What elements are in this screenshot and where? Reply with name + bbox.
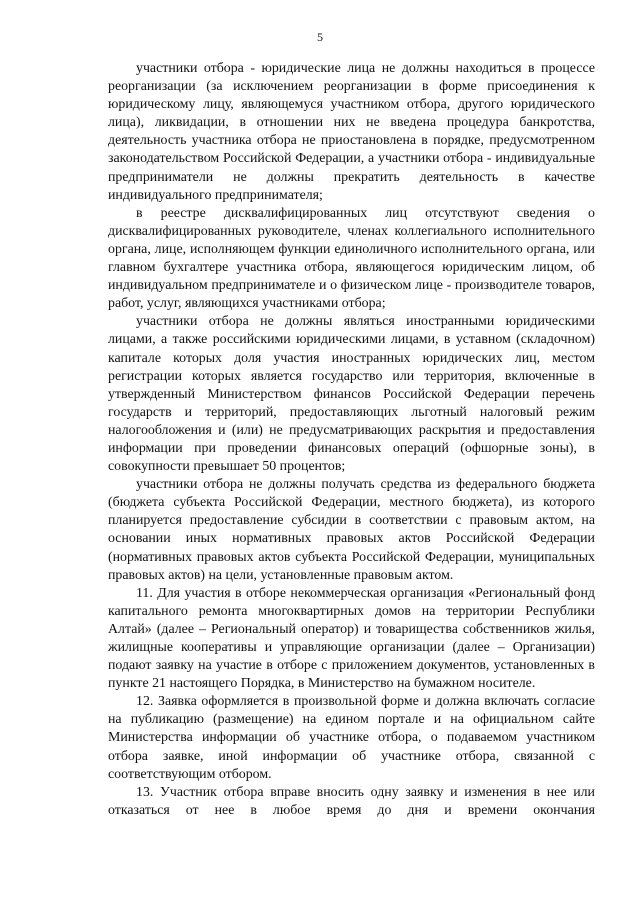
paragraph-disqualified-persons-registry: в реестре дисквалифицированных лиц отсутствуют сведения о дисквалифицированных руководителе, членах коллегиального исполнительного органа, лице, исполняющем функции единоличного исполнительного органа, или главном бухгалтере участника отбора, являющегося юридическим лицом, об индивидуальном предпринимателе и о физическом лице - производителе товаров, работ, услуг, являющихся участниками отбора; bbox=[108, 205, 595, 312]
paragraph-foreign-entities: участники отбора не должны являться иностранными юридическими лицами, а также российскими юридическими лицами, в уставном (складочном) капитале которых доля участия иностранных юридических лиц, местом регистрации которых является государство или территория, включенные в утвержденный Министерством финансов Российской Федерации перечень государств и территорий, предоставляющих льготный налоговый режим налогообложения и (или) не предусматривающих раскрытия и предоставления информации при проведении финансовых операций (офшорные зоны), в совокупности превышает 50 процентов; bbox=[108, 314, 595, 475]
document-body bbox=[108, 60, 595, 820]
paragraph-item-11: 11. Для участия в отборе некоммерческая организация «Региональный фонд капитального ремонта многоквартирных домов на территории Республики Алтай» (далее – Региональный оператор) и товарищества собственников жилья, жилищные кооперативы и управляющие организации (далее – Организации) подают заявку на участие в отборе с приложением документов, установленных в пункте 21 настоящего Порядка, в Министерство на бумажном носителе. bbox=[108, 585, 595, 692]
paragraph-item-13: 13. Участник отбора вправе вносить одну заявку и изменения в нее или отказаться от нее в любое время до дня и времени окончания bbox=[108, 784, 595, 818]
page-number: 5 bbox=[317, 30, 323, 44]
paragraph-budget-funds: участники отбора не должны получать средства из федерального бюджета (бюджета субъекта Российской Федерации, местного бюджета), из которого планируется предоставление субсидии в соответствии с правовым актом, на основании иных нормативных правовых актов Российской Федерации (нормативных правовых актов субъекта Российской Федерации, муниципальных правовых актов) на цели, установленные правовым актом. bbox=[108, 477, 595, 583]
paragraph-item-12: 12. Заявка оформляется в произвольной форме и должна включать согласие на публикацию (размещение) на едином портале и на официальном сайте Министерства информации об участнике отбора, о подаваемом участником отбора заявке, иной информации об участнике отбора, связанной с соответствующим отбором. bbox=[108, 694, 595, 782]
paragraph-reorganization-requirement: участники отбора - юридические лица не должны находиться в процессе реорганизации (за исключением реорганизации в форме присоединения к юридическому лицу, являющемуся участником отбора, другого юридического лица), ликвидации, в отношении них не введена процедура банкротства, деятельность участника отбора не приостановлена в порядке, предусмотренном законодательством Российской Федерации, а участники отбора - индивидуальные предприниматели не должны прекратить деятельность в качестве индивидуального предпринимателя; bbox=[108, 61, 595, 203]
